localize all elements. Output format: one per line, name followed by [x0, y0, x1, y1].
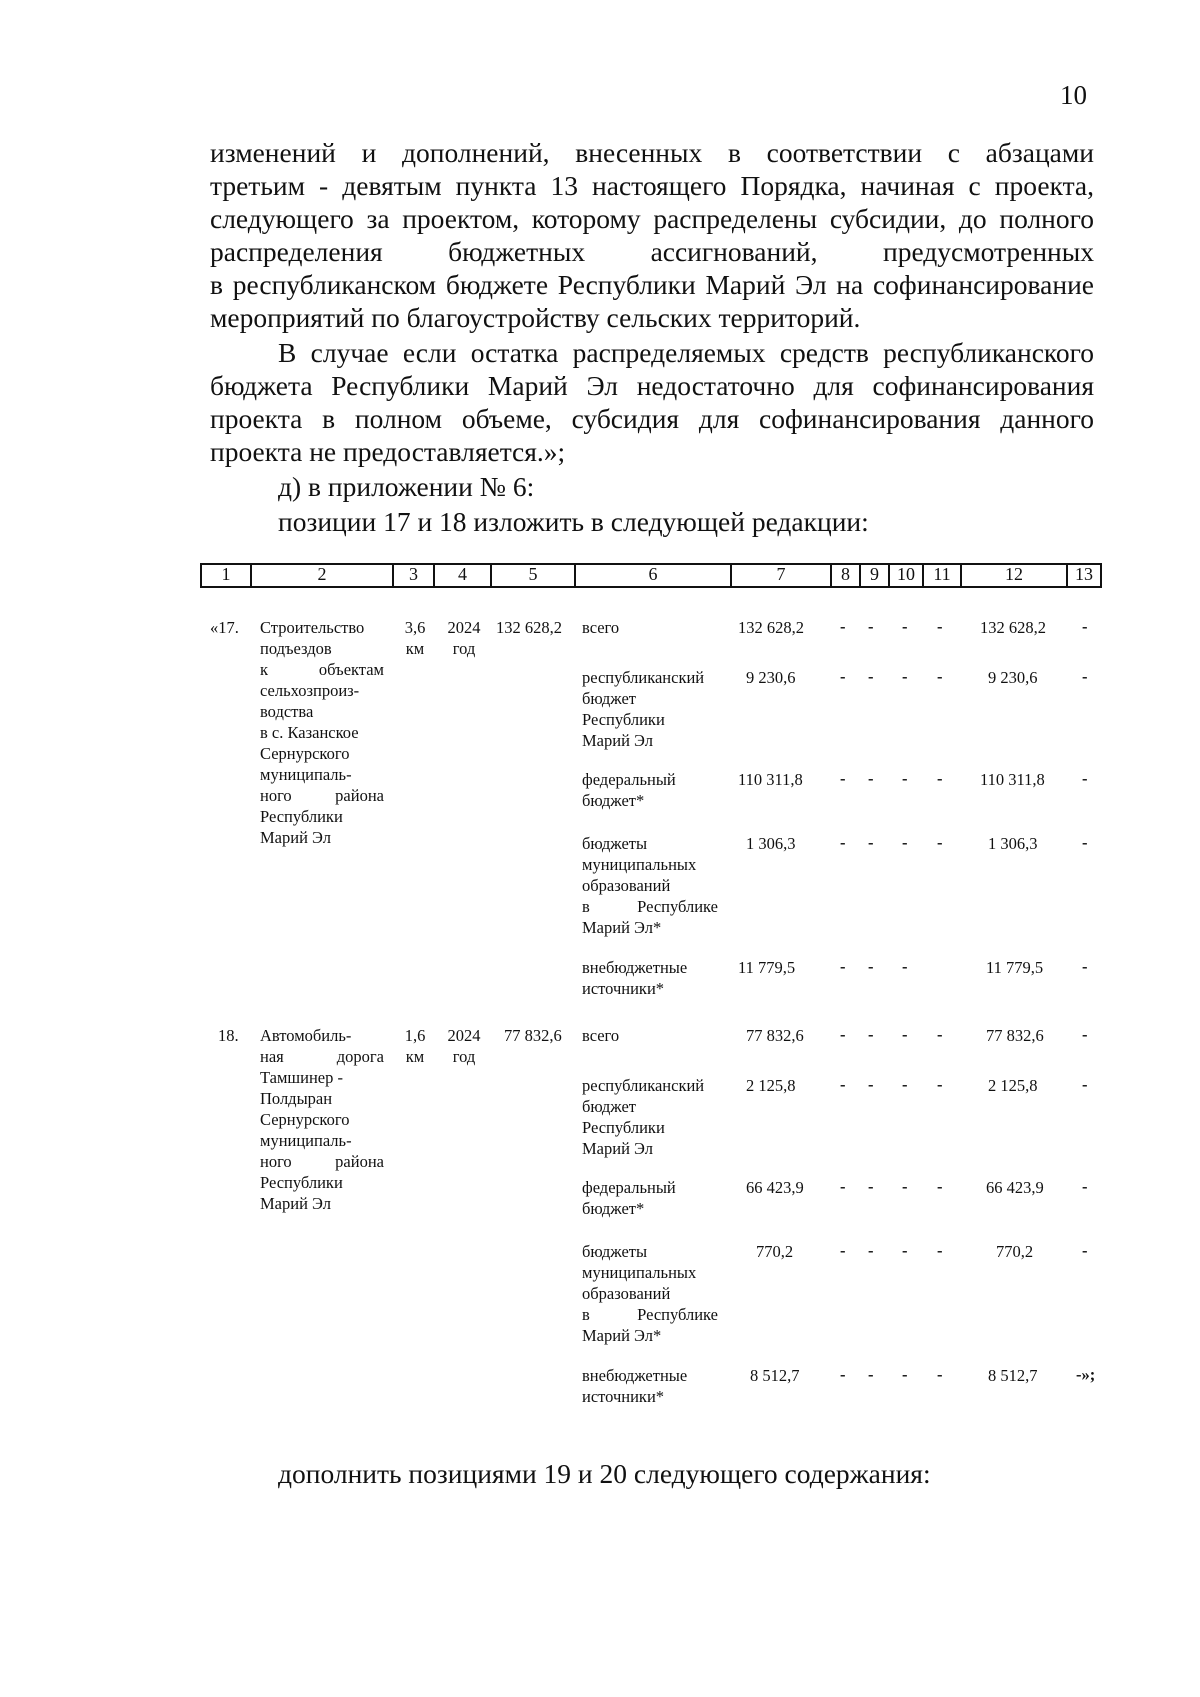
project-name-line: ного района: [260, 1152, 384, 1171]
length-value: 3,6: [404, 618, 426, 637]
header-cell: 7: [776, 564, 786, 584]
col12-value: 770,2: [996, 1242, 1034, 1261]
paragraph-1-line: следующего за проектом, которому распределены субсидии, до полного: [210, 203, 1094, 234]
page-number: 10: [1060, 80, 1087, 110]
total-cost: 132 628,2: [496, 618, 562, 637]
source-amount: 66 423,9: [746, 1178, 804, 1197]
dash-col9: -: [868, 833, 874, 852]
dash-col9: -: [868, 1075, 874, 1094]
dash-col8: -: [840, 957, 846, 976]
source-label-line: Республики: [582, 710, 665, 729]
source-label-line: бюджет: [582, 689, 636, 708]
col12-value: 8 512,7: [988, 1366, 1038, 1385]
paragraph-1: [210, 136, 1094, 334]
dash-col8: -: [840, 1365, 846, 1384]
col12-value: 9 230,6: [988, 668, 1038, 687]
paragraph-1-line: третьим - девятым пункта 13 настоящего Порядка, начиная с проекта,: [210, 170, 1094, 201]
paragraph-1-line: изменений и дополнений, внесенных в соответствии с абзацами: [210, 137, 1094, 168]
source-label: [582, 667, 718, 751]
table-header-bottom-border: [200, 586, 1102, 588]
project-name-line: Сернурского: [260, 744, 350, 763]
dash-col10: -: [902, 1025, 908, 1044]
length-value: 1,6: [404, 1026, 426, 1045]
col12-value: 11 779,5: [986, 958, 1044, 977]
source-amount: 9 230,6: [746, 668, 796, 687]
paragraph-4: позиции 17 и 18 изложить в следующей редакции:: [278, 506, 869, 537]
dash-col10: -: [902, 1177, 908, 1196]
dash-col11: -: [937, 1241, 943, 1260]
project-length: [400, 1025, 430, 1067]
col12-value: 132 628,2: [980, 618, 1046, 637]
dash-col10: -: [902, 1075, 908, 1094]
source-label: [582, 1075, 718, 1159]
paragraph-1-line: в республиканском бюджете Республики Марий Эл на софинансирование: [210, 269, 1094, 300]
header-cell: 2: [317, 564, 327, 584]
source-label: всего: [582, 618, 620, 637]
dash-col8: -: [840, 1075, 846, 1094]
length-unit: км: [405, 639, 425, 658]
header-cell: 5: [528, 564, 538, 584]
project-name-line: ного района: [260, 786, 384, 805]
project-year: [442, 1025, 486, 1067]
paragraph-1-line: мероприятий по благоустройству сельских территорий.: [210, 302, 861, 333]
project-name-line: в с. Казанское: [260, 723, 359, 742]
project-name-line: ная дорога: [260, 1047, 384, 1066]
column-separator: [1100, 563, 1102, 588]
dash-col8: -: [840, 1177, 846, 1196]
col12-value: 77 832,6: [986, 1026, 1044, 1045]
col13-value: -: [1082, 1177, 1088, 1196]
dash-col9: -: [868, 769, 874, 788]
year-unit: год: [452, 1047, 476, 1066]
header-cell: 8: [841, 564, 850, 584]
paragraph-2-line: В случае если остатка распределяемых средств республиканского: [278, 337, 1094, 368]
source-label-line: Марий Эл*: [582, 918, 662, 937]
dash-col10: -: [902, 769, 908, 788]
source-label-line: муниципальных: [582, 1263, 697, 1282]
year-unit: год: [452, 639, 476, 658]
source-label: [582, 957, 718, 999]
body-text: [210, 136, 1094, 538]
dash-col10: -: [902, 1241, 908, 1260]
appendix-table: [200, 563, 1102, 1406]
dash-col11: -: [937, 1365, 943, 1384]
col13-value: -: [1082, 1025, 1088, 1044]
project-name-line: Республики: [260, 807, 343, 826]
source-amount: 8 512,7: [750, 1366, 800, 1385]
col13-value: -»;: [1076, 1365, 1096, 1384]
header-cell: 12: [1005, 564, 1023, 584]
dash-col8: -: [840, 1241, 846, 1260]
source-label-line: бюджет: [582, 1097, 636, 1116]
project-name-line: Марий Эл: [260, 828, 331, 847]
source-label-line: в Республике: [582, 897, 718, 916]
dash-col8: -: [840, 833, 846, 852]
dash-col8: -: [840, 667, 846, 686]
dash-col10: -: [902, 667, 908, 686]
col12-value: 110 311,8: [980, 770, 1045, 789]
source-label-line: федеральный: [582, 1178, 676, 1197]
source-label-line: внебюджетные: [582, 1366, 688, 1385]
col13-value: -: [1082, 617, 1088, 636]
project-name-line: Автомобиль-: [260, 1026, 352, 1045]
source-label-line: источники*: [582, 1387, 665, 1406]
col13-value: -: [1082, 769, 1088, 788]
project-name-line: к объектам: [260, 660, 384, 679]
col12-value: 1 306,3: [988, 834, 1038, 853]
dash-col9: -: [868, 667, 874, 686]
project-name: [260, 1025, 384, 1214]
source-amount: 77 832,6: [746, 1026, 804, 1045]
project-name-line: Полдыран: [260, 1089, 333, 1108]
project-name-line: Марий Эл: [260, 1194, 331, 1213]
paragraph-3: д) в приложении № 6:: [278, 471, 535, 502]
col13-value: -: [1082, 1075, 1088, 1094]
header-cell: 4: [458, 564, 467, 584]
dash-col10: -: [902, 957, 908, 976]
dash-col10: -: [902, 617, 908, 636]
source-label-line: муниципальных: [582, 855, 697, 874]
dash-col11: -: [937, 1177, 943, 1196]
source-label: [582, 1241, 718, 1346]
project-name-line: Тамшинер -: [260, 1068, 343, 1087]
project-name-line: Сернурского: [260, 1110, 350, 1129]
source-label-line: бюджет*: [582, 791, 645, 810]
source-label-line: республиканский: [582, 668, 705, 687]
project-name-line: сельхозпроиз-: [260, 681, 360, 700]
source-label-line: Марий Эл: [582, 1139, 653, 1158]
source-amount: 2 125,8: [746, 1076, 796, 1095]
row-number: «17.: [210, 618, 239, 637]
header-cell: 3: [409, 564, 418, 584]
dash-col9: -: [868, 957, 874, 976]
dash-col10: -: [902, 833, 908, 852]
source-label-line: бюджеты: [582, 834, 648, 853]
paragraph-2-line: бюджета Республики Марий Эл недостаточно для софинансирования: [210, 370, 1094, 401]
source-label: всего: [582, 1026, 620, 1045]
source-label: [582, 1177, 718, 1219]
dash-col11: -: [937, 617, 943, 636]
project-name-line: муниципаль-: [260, 1131, 352, 1150]
total-cost: 77 832,6: [504, 1026, 562, 1045]
year-value: 2024: [447, 618, 481, 637]
dash-col9: -: [868, 1177, 874, 1196]
closing-paragraph: дополнить позициями 19 и 20 следующего содержания:: [278, 1458, 931, 1489]
project-name-line: Республики: [260, 1173, 343, 1192]
project-name-line: водства: [260, 702, 314, 721]
source-label-line: Марий Эл*: [582, 1326, 662, 1345]
header-cell: 9: [870, 564, 879, 584]
source-label-line: федеральный: [582, 770, 676, 789]
header-cell: 13: [1075, 564, 1093, 584]
dash-col11: -: [937, 833, 943, 852]
source-label-line: бюджеты: [582, 1242, 648, 1261]
col13-value: -: [1082, 667, 1088, 686]
col13-value: -: [1082, 1241, 1088, 1260]
header-cell: 11: [933, 564, 951, 584]
source-label-line: Марий Эл: [582, 731, 653, 750]
source-amount: 1 306,3: [746, 834, 796, 853]
source-label-line: бюджет*: [582, 1199, 645, 1218]
source-amount: 770,2: [756, 1242, 794, 1261]
col12-value: 2 125,8: [988, 1076, 1038, 1095]
year-value: 2024: [447, 1026, 481, 1045]
paragraph-2-line: проекта не предоставляется.»;: [210, 436, 566, 467]
table-header-row: [200, 563, 1102, 588]
source-label-line: источники*: [582, 979, 665, 998]
dash-col8: -: [840, 769, 846, 788]
project-year: [442, 617, 486, 659]
dash-col11: -: [937, 667, 943, 686]
project-name: [260, 617, 384, 848]
dash-col9: -: [868, 1365, 874, 1384]
source-label: [582, 833, 718, 938]
source-label-line: в Республике: [582, 1305, 718, 1324]
header-cell: 6: [648, 564, 658, 584]
project-name-line: подъездов: [260, 639, 332, 658]
source-amount: 132 628,2: [738, 618, 804, 637]
project-name-line: Строительство: [260, 618, 365, 637]
header-cell: 1: [221, 564, 231, 584]
dash-col11: -: [937, 1075, 943, 1094]
length-unit: км: [405, 1047, 425, 1066]
paragraph-2: [210, 336, 1094, 468]
project-name-line: муниципаль-: [260, 765, 352, 784]
source-label: [582, 1365, 718, 1407]
header-cell: 10: [897, 564, 915, 584]
dash-col11: -: [937, 1025, 943, 1044]
source-label-line: образований: [582, 1284, 671, 1303]
col13-value: -: [1082, 957, 1088, 976]
row-number: 18.: [218, 1026, 239, 1045]
source-label-line: внебюджетные: [582, 958, 688, 977]
paragraph-1-line: распределения бюджетных ассигнований, предусмотренных: [210, 236, 1094, 267]
source-label: [582, 769, 718, 811]
source-label-line: образований: [582, 876, 671, 895]
dash-col8: -: [840, 1025, 846, 1044]
paragraph-2-line: проекта в полном объеме, субсидия для софинансирования данного: [210, 403, 1094, 434]
dash-col11: -: [937, 769, 943, 788]
source-label-line: Республики: [582, 1118, 665, 1137]
project-length: [400, 617, 430, 659]
source-label-line: республиканский: [582, 1076, 705, 1095]
dash-col10: -: [902, 1365, 908, 1384]
source-amount: 110 311,8: [738, 770, 803, 789]
dash-col9: -: [868, 617, 874, 636]
source-amount: 11 779,5: [738, 958, 796, 977]
dash-col9: -: [868, 1241, 874, 1260]
col13-value: -: [1082, 833, 1088, 852]
col12-value: 66 423,9: [986, 1178, 1044, 1197]
dash-col8: -: [840, 617, 846, 636]
dash-col9: -: [868, 1025, 874, 1044]
